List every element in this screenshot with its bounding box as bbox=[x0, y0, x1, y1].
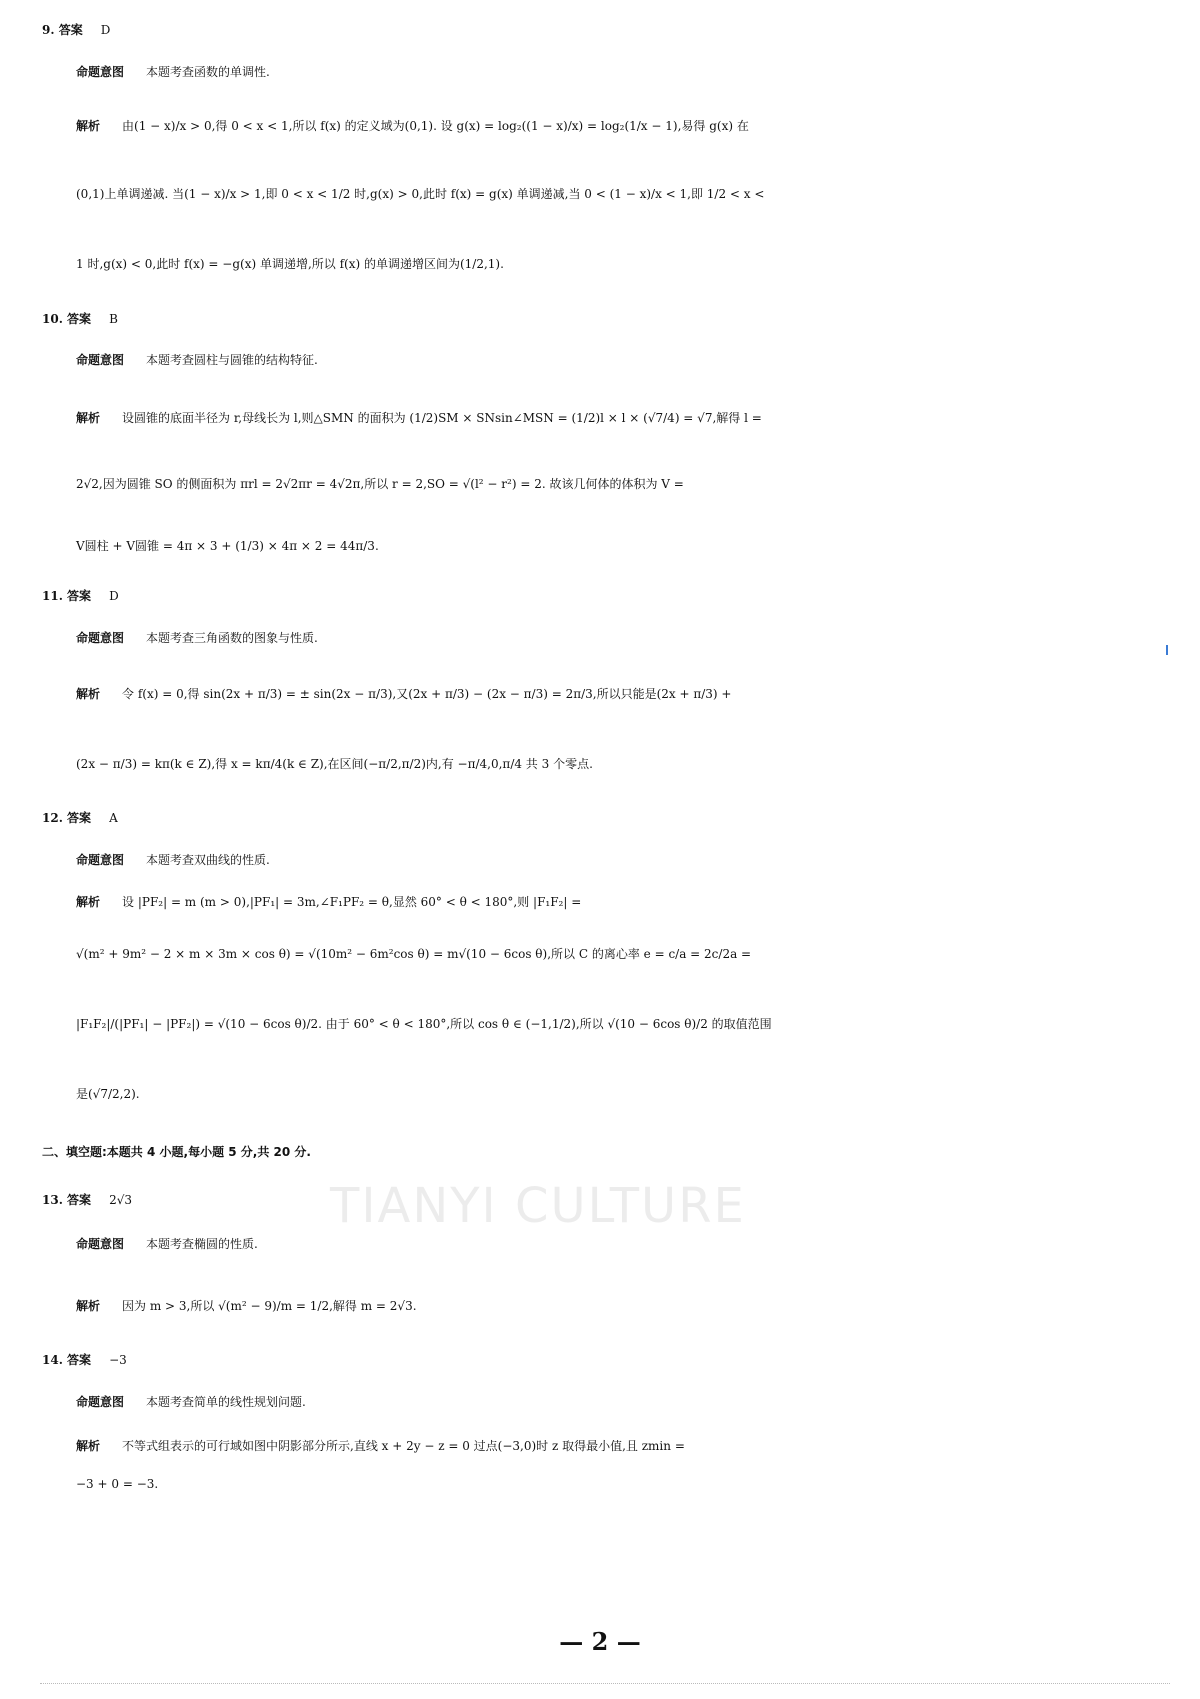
solution-text: 令 f(x) = 0,得 sin(2x + π/3) = ± sin(2x − π/3),又(2x + π/3) − (2x − π/3) = 2π/3,所以只能是(2x + π/3) + bbox=[122, 687, 732, 701]
q12-solution-line-4: 是(√7/2,2). bbox=[76, 1087, 140, 1101]
intent-label: 命题意图 bbox=[76, 631, 125, 645]
q10-solution-line-3: V圆柱 + V圆锥 = 4π × 3 + (1/3) × 4π × 2 = 44π/3. bbox=[76, 539, 379, 553]
intent-text: 本题考查椭圆的性质. bbox=[146, 1237, 258, 1251]
answer-value: D bbox=[100, 23, 111, 37]
solution-label: 解析 bbox=[76, 1439, 101, 1453]
intent-text: 本题考查简单的线性规划问题. bbox=[146, 1395, 306, 1409]
intent-text: 本题考查双曲线的性质. bbox=[146, 853, 270, 867]
q10-solution-line-1 bbox=[76, 404, 1200, 432]
intent-text: 本题考查函数的单调性. bbox=[146, 65, 270, 79]
q10-heading bbox=[42, 305, 1200, 333]
q14-solution-line-2: −3 + 0 = −3. bbox=[76, 1477, 159, 1491]
intent-label: 命题意图 bbox=[76, 1237, 125, 1251]
answer-value: D bbox=[109, 589, 119, 603]
q14-heading bbox=[42, 1346, 1200, 1374]
q11-solution-line-1 bbox=[76, 680, 1200, 708]
q14-intent bbox=[76, 1388, 1200, 1416]
q9-heading bbox=[42, 16, 1200, 44]
q12-solution-line-3: |F₁F₂|/(|PF₁| − |PF₂|) = √(10 − 6cos θ)/2. 由于 60° < θ < 180°,所以 cos θ ∈ (−1,1/2),所以 √(10 − 6cos θ)/2 的取值范围 bbox=[76, 1017, 772, 1031]
intent-label: 命题意图 bbox=[76, 853, 125, 867]
q9-solution-line-1 bbox=[76, 112, 1200, 140]
q9-solution-line-3: 1 时,g(x) < 0,此时 f(x) = −g(x) 单调递增,所以 f(x) 的单调递增区间为(1/2,1). bbox=[76, 257, 504, 271]
q13-solution-line-1 bbox=[76, 1292, 1200, 1320]
solution-label: 解析 bbox=[76, 895, 101, 909]
answer-value: −3 bbox=[109, 1353, 127, 1367]
q10-solution-line-2: 2√2,因为圆锥 SO 的侧面积为 πrl = 2√2πr = 4√2π,所以 r = 2,SO = √(l² − r²) = 2. 故该几何体的体积为 V = bbox=[76, 477, 684, 491]
q10-intent bbox=[76, 346, 1200, 374]
watermark: TIANYI CULTURE bbox=[330, 1178, 746, 1234]
q12-heading bbox=[42, 804, 1200, 832]
answer-label: 13. 答案 bbox=[42, 1193, 92, 1207]
answer-label: 10. 答案 bbox=[42, 312, 92, 326]
q11-intent bbox=[76, 624, 1200, 652]
q12-solution-line-2: √(m² + 9m² − 2 × m × 3m × cos θ) = √(10m² − 6m²cos θ) = m√(10 − 6cos θ),所以 C 的离心率 e = c/a = 2c/2a = bbox=[76, 947, 752, 961]
intent-label: 命题意图 bbox=[76, 65, 125, 79]
solution-label: 解析 bbox=[76, 411, 101, 425]
q11-heading bbox=[42, 582, 1200, 610]
footer-divider bbox=[40, 1683, 1170, 1684]
q9-solution-line-2: (0,1)上单调递减. 当(1 − x)/x > 1,即 0 < x < 1/2 时,g(x) > 0,此时 f(x) = g(x) 单调递减,当 0 < (1 − x)/x < 1,即 1/2 < x < bbox=[76, 187, 765, 201]
answer-value: A bbox=[109, 811, 118, 825]
answer-label: 11. 答案 bbox=[42, 589, 92, 603]
intent-label: 命题意图 bbox=[76, 353, 125, 367]
solution-text: 设圆锥的底面半径为 r,母线长为 l,则△SMN 的面积为 (1/2)SM × SNsin∠MSN = (1/2)l × l × (√7/4) = √7,解得 l = bbox=[122, 411, 762, 425]
intent-text: 本题考查圆柱与圆锥的结构特征. bbox=[146, 353, 318, 367]
answer-label: 14. 答案 bbox=[42, 1353, 92, 1367]
q9-intent bbox=[76, 58, 1200, 86]
answer-value: B bbox=[109, 312, 118, 326]
solution-text: 因为 m > 3,所以 √(m² − 9)/m = 1/2,解得 m = 2√3. bbox=[122, 1299, 417, 1313]
intent-label: 命题意图 bbox=[76, 1395, 125, 1409]
q13-heading bbox=[42, 1186, 1200, 1214]
page-number: — 2 — bbox=[559, 1627, 641, 1656]
solution-text: 不等式组表示的可行域如图中阴影部分所示,直线 x + 2y − z = 0 过点(−3,0)时 z 取得最小值,且 zmin = bbox=[122, 1439, 685, 1453]
section-heading: 二、填空题:本题共 4 小题,每小题 5 分,共 20 分. bbox=[42, 1145, 311, 1159]
q11-solution-line-2: (2x − π/3) = kπ(k ∈ Z),得 x = kπ/4(k ∈ Z),在区间(−π/2,π/2)内,有 −π/4,0,π/4 共 3 个零点. bbox=[76, 757, 593, 771]
q12-solution-line-1 bbox=[76, 888, 1200, 916]
q13-intent bbox=[76, 1230, 1200, 1258]
answer-label: 12. 答案 bbox=[42, 811, 92, 825]
solution-text: 由(1 − x)/x > 0,得 0 < x < 1,所以 f(x) 的定义域为(0,1). 设 g(x) = log₂((1 − x)/x) = log₂(1/x − 1),易得 g(x) 在 bbox=[122, 119, 749, 133]
solution-label: 解析 bbox=[76, 1299, 101, 1313]
margin-mark bbox=[1166, 645, 1168, 655]
answer-value: 2√3 bbox=[109, 1193, 132, 1207]
solution-label: 解析 bbox=[76, 687, 101, 701]
intent-text: 本题考查三角函数的图象与性质. bbox=[146, 631, 318, 645]
q12-intent bbox=[76, 846, 1200, 874]
q14-solution-line-1 bbox=[76, 1432, 1200, 1460]
solution-label: 解析 bbox=[76, 119, 101, 133]
answer-label: 9. 答案 bbox=[42, 23, 83, 37]
solution-text: 设 |PF₂| = m (m > 0),|PF₁| = 3m,∠F₁PF₂ = θ,显然 60° < θ < 180°,则 |F₁F₂| = bbox=[122, 895, 582, 909]
